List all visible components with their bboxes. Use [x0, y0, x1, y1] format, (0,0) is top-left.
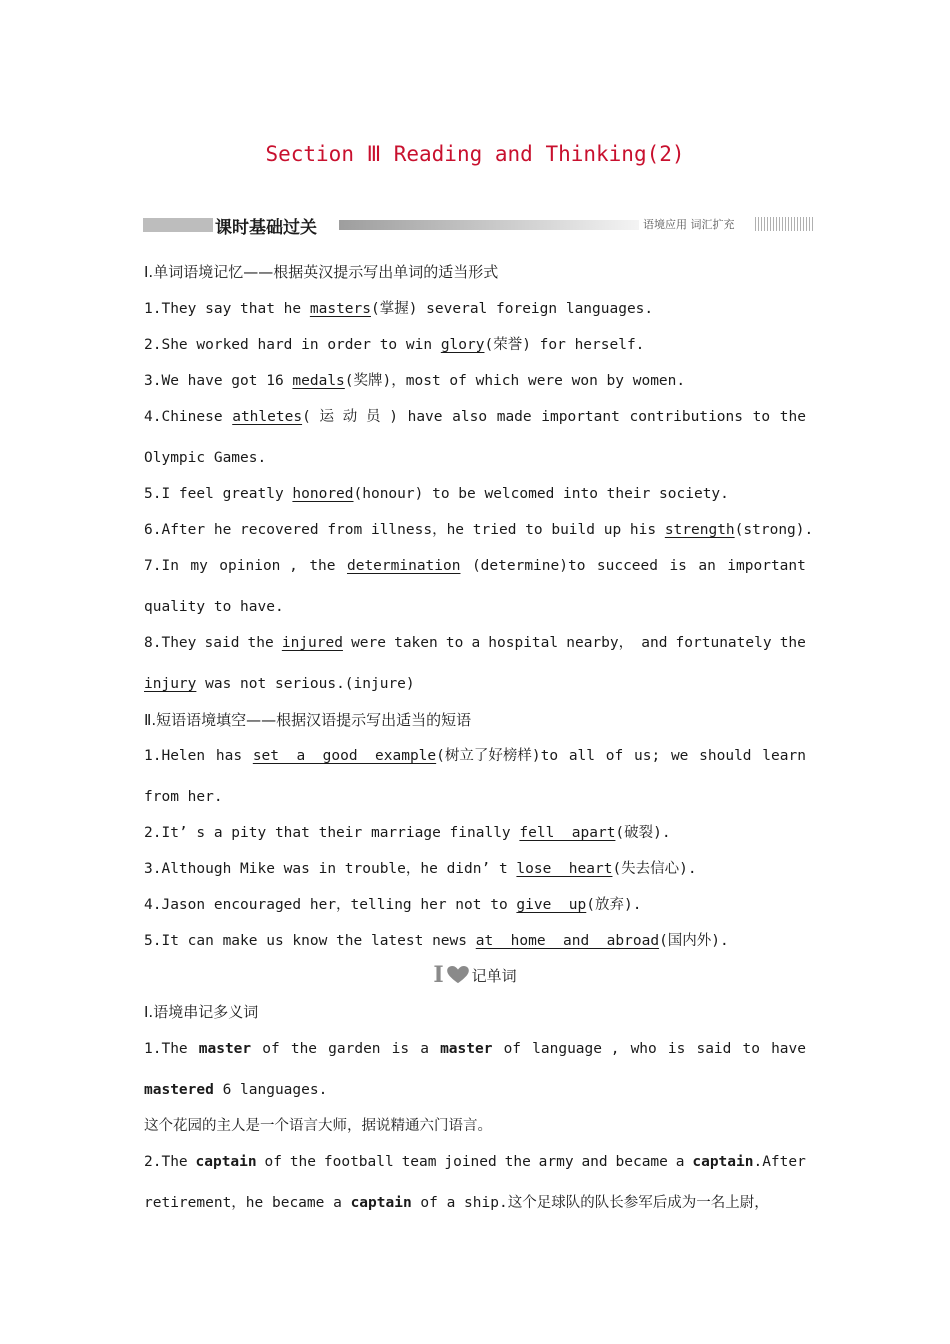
answer: glory: [440, 337, 485, 353]
answer: fell apart: [519, 825, 616, 841]
section3-heading: Ⅰ.语境串记多义词: [144, 1003, 259, 1021]
word: succeed: [596, 558, 658, 574]
s1-q7: [144, 556, 806, 576]
key-word: captain: [350, 1195, 412, 1211]
key-word: master: [440, 1041, 493, 1057]
s1-q2: [144, 335, 806, 355]
q-text: (strong).: [734, 522, 814, 538]
q-text: 2.She worked hard in order to win: [144, 337, 441, 353]
q-text: (荣誉) for herself.: [484, 337, 645, 353]
s2-q1: [144, 746, 806, 766]
q-text: (失去信心).: [612, 861, 697, 877]
word: 8.They: [144, 635, 197, 651]
key-word: master: [198, 1041, 252, 1057]
answer: at home and abroad: [475, 933, 660, 949]
word: a: [420, 1041, 429, 1057]
word: the: [289, 1154, 317, 1170]
s1-q3: [144, 371, 806, 391]
answer: injury: [144, 676, 197, 692]
q-text: 6 languages.: [213, 1082, 328, 1098]
word: of: [264, 1154, 282, 1170]
word: important: [727, 558, 806, 574]
q-text: of a ship.: [411, 1195, 508, 1211]
word: the: [779, 635, 806, 651]
word: have: [771, 1041, 806, 1057]
heart-icon: [446, 966, 470, 984]
q-text: 1.They say that he: [144, 301, 310, 317]
word: learn: [762, 748, 806, 764]
word: we: [670, 748, 689, 764]
word: the: [290, 1041, 318, 1057]
answer: determination: [346, 558, 461, 574]
word: of: [262, 1041, 280, 1057]
word: football: [323, 1154, 394, 1170]
word: a: [471, 635, 481, 651]
s1-q4-cont: Olympic Games.: [144, 450, 267, 466]
answer: give up: [516, 897, 587, 913]
s1-q5: [144, 484, 806, 504]
s2-q2: [144, 823, 806, 843]
vocab-header: [0, 962, 950, 988]
answer: masters: [309, 301, 371, 317]
q-text: was not serious.(injure): [196, 676, 415, 692]
word: to: [742, 1041, 760, 1057]
answer: honored: [292, 486, 354, 502]
word: of: [605, 748, 624, 764]
word: team: [401, 1154, 437, 1170]
word: and: [581, 1154, 608, 1170]
s1-q8: [144, 633, 806, 653]
word: fortunately: [675, 635, 772, 651]
word: to: [445, 635, 464, 651]
word: 4.Chinese: [144, 409, 223, 425]
section2-heading: Ⅱ.短语语境填空——根据汉语提示写出适当的短语: [144, 711, 472, 729]
s2-q1-cont: from her.: [144, 789, 223, 805]
word: the: [309, 558, 336, 574]
word: nearby，: [566, 635, 634, 651]
s1-q4: [144, 407, 806, 427]
s2-q3: [144, 859, 806, 879]
word: (determine)to: [471, 558, 586, 574]
word: all: [568, 748, 596, 764]
word: said: [204, 635, 240, 651]
word: also: [452, 409, 488, 425]
word: taken: [394, 635, 438, 651]
word: and: [641, 635, 668, 651]
translation: 这个足球队的队长参军后成为一名上尉，: [507, 1195, 769, 1211]
word: contributions: [629, 409, 743, 425]
q-text: 5.I feel greatly: [144, 486, 293, 502]
word: army: [538, 1154, 574, 1170]
word: hospital: [488, 635, 559, 651]
answer: injured: [281, 635, 343, 651]
s1-q1: [144, 299, 806, 319]
word: is: [391, 1041, 410, 1057]
q-text: 3.We have got 16: [144, 373, 293, 389]
word: garden: [328, 1041, 381, 1057]
word: should: [699, 748, 752, 764]
word: 2.The: [144, 1154, 188, 1170]
word: my: [190, 558, 208, 574]
q-text: (honour) to be welcomed into their society.: [353, 486, 729, 502]
word: the: [504, 1154, 531, 1170]
s1-q8-cont: [144, 674, 806, 694]
word: opinion ,: [219, 558, 298, 574]
word: has: [215, 748, 243, 764]
s3-q2: [144, 1152, 806, 1172]
word: .After: [753, 1154, 806, 1170]
word: is: [669, 558, 687, 574]
section-banner: [143, 212, 815, 238]
word: became: [615, 1154, 668, 1170]
answer: athletes: [232, 409, 303, 425]
key-word: captain: [195, 1154, 257, 1170]
word: a: [675, 1154, 685, 1170]
word: the: [247, 635, 274, 651]
word: who: [630, 1041, 657, 1057]
q-text: (奖牌)，most of which were won by women.: [344, 373, 686, 389]
q-text: (破裂).: [615, 825, 671, 841]
vocab-letter: I: [433, 962, 444, 988]
word: have: [407, 409, 443, 425]
banner-stripes: [755, 217, 815, 231]
s3-q1-translation: 这个花园的主人是一个语言大师，据说精通六门语言。: [144, 1118, 492, 1134]
q-text: 3.Although Mike was in trouble，he didn’ t: [144, 861, 517, 877]
s1-q7-cont: quality to have.: [144, 599, 284, 615]
banner-bar-left: [143, 218, 213, 232]
page-title: Section Ⅲ Reading and Thinking(2): [265, 142, 685, 166]
banner-bar-gradient: [339, 220, 639, 230]
word: the: [779, 409, 806, 425]
section1-heading: Ⅰ.单词语境记忆——根据英汉提示写出单词的适当形式: [144, 263, 499, 281]
word: 7.In: [144, 558, 179, 574]
hint: ( 运 动 员 ): [302, 409, 398, 425]
word: were: [351, 635, 386, 651]
banner-tail: 语境应用 词汇扩充: [643, 218, 735, 231]
s3-q2-cont: [144, 1193, 806, 1213]
q-text: (掌握) several foreign languages.: [370, 301, 654, 317]
q-text: 2.It’ s a pity that their marriage finally: [144, 825, 520, 841]
word: 1.The: [144, 1041, 188, 1057]
banner-label: 课时基础过关: [215, 218, 317, 238]
key-word: mastered: [144, 1082, 214, 1098]
word: said: [696, 1041, 732, 1057]
word: to: [752, 409, 771, 425]
q-text: (放弃).: [586, 897, 642, 913]
key-word: captain: [692, 1154, 754, 1170]
answer: strength: [664, 522, 735, 538]
s1-q6: [144, 520, 814, 540]
hint: (树立了好榜样)to: [436, 748, 559, 764]
q-text: 4.Jason encouraged her，telling her not to: [144, 897, 517, 913]
s3-q1-cont: [144, 1080, 806, 1100]
s2-q5: [144, 931, 806, 951]
answer: lose heart: [516, 861, 613, 877]
word: of: [503, 1041, 522, 1057]
q-text: 6.After he recovered from illness，he tried to build up his: [144, 522, 665, 538]
s2-q4: [144, 895, 806, 915]
s3-q1: [144, 1039, 806, 1059]
word: is: [667, 1041, 686, 1057]
q-text: (国内外).: [659, 933, 729, 949]
word: 1.Helen: [144, 748, 206, 764]
word: joined: [444, 1154, 497, 1170]
vocab-label: 记单词: [471, 966, 517, 985]
word: us;: [633, 748, 661, 764]
word: made: [496, 409, 532, 425]
word: an: [698, 558, 716, 574]
word: important: [541, 409, 620, 425]
q-text: retirement，he became a: [144, 1195, 351, 1211]
answer: medals: [292, 373, 345, 389]
word: language ,: [532, 1041, 620, 1057]
answer: set a good example: [252, 748, 437, 764]
q-text: 5.It can make us know the latest news: [144, 933, 476, 949]
